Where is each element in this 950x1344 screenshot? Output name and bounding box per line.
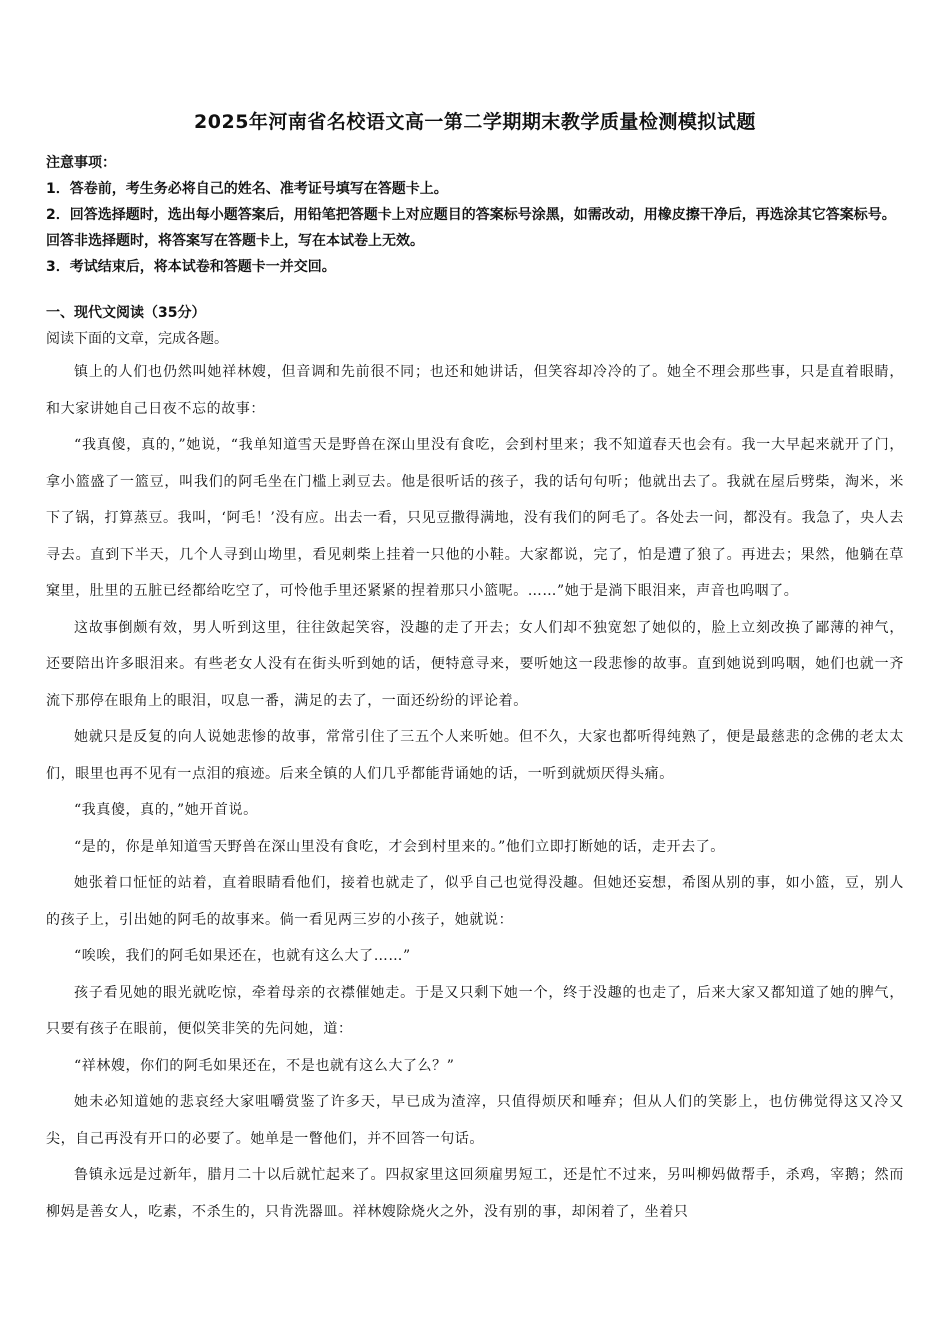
passage-paragraph: 镇上的人们也仍然叫她祥林嫂，但音调和先前很不同；也还和她讲话，但笑容却冷冷的了。她全不理会那些事，只是直着眼睛，和大家讲她自己日夜不忘的故事：	[46, 364, 904, 417]
notice-item-3: 3．考试结束后，将本试卷和答题卡一并交回。	[46, 259, 336, 275]
passage-paragraph: 她未必知道她的悲哀经大家咀嚼赏鉴了许多天，早已成为渣滓，只值得烦厌和唾弃；但从人们的笑影上，也仿佛觉得这又冷又尖，自己再没有开口的必要了。她单是一瞥他们，并不回答一句话。	[46, 1094, 904, 1147]
passage-paragraph: “祥林嫂，你们的阿毛如果还在，不是也就有这么大了么？”	[74, 1057, 455, 1074]
reading-passage	[46, 354, 904, 1230]
passage-paragraph: “我真傻，真的，”她开首说。	[74, 802, 258, 818]
notice-block	[46, 150, 904, 280]
notice-heading: 注意事项：	[46, 155, 116, 171]
passage-paragraph: “我真傻，真的，”她说，“我单知道雪天是野兽在深山里没有食吃，会到村里来；我不知道春天也会有。我一大早起来就开了门，拿小篮盛了一篮豆，叫我们的阿毛坐在门槛上剥豆去。他是很听话的孩子，我的话句句听；他就出去了。我就在屋后劈柴，淘米，米下了锅，打算蒸豆。我叫，‘阿毛！’没有应。出去一看，只见豆撒得满地，没有我们的阿毛了。各处去一问，都没有。我急了，央人去寻去。直到下半天，几个人寻到山坳里，看见刺柴上挂着一只他的小鞋。大家都说，完了，怕是遭了狼了。再进去；果然，他躺在草窠里，肚里的五脏已经都给吃空了，可怜他手里还紧紧的捏着那只小篮呢。……”她于是淌下眼泪来，声音也呜咽了。	[46, 437, 904, 599]
passage-paragraph: 她张着口怔怔的站着，直着眼睛看他们，接着也就走了，似乎自己也觉得没趣。但她还妄想，希图从别的事，如小篮，豆，别人的孩子上，引出她的阿毛的故事来。倘一看见两三岁的小孩子，她就说：	[46, 875, 904, 928]
passage-paragraph: 孩子看见她的眼光就吃惊，牵着母亲的衣襟催她走。于是又只剩下她一个，终于没趣的也走了，后来大家又都知道了她的脾气，只要有孩子在眼前，便似笑非笑的先问她，道：	[46, 984, 904, 1037]
passage-paragraph: “唉唉，我们的阿毛如果还在，也就有这么大了……”	[74, 948, 411, 964]
passage-paragraph: “是的，你是单知道雪天野兽在深山里没有食吃，才会到村里来的。”他们立即打断她的话，走开去了。	[74, 838, 725, 855]
passage-paragraph: 她就只是反复的向人说她悲惨的故事，常常引住了三五个人来听她。但不久，大家也都听得纯熟了，便是最慈悲的念佛的老太太们，眼里也再不见有一点泪的痕迹。后来全镇的人们几乎都能背诵她的话，一听到就烦厌得头痛。	[46, 729, 904, 782]
notice-item-2: 2．回答选择题时，选出每小题答案后，用铅笔把答题卡上对应题目的答案标号涂黑，如需改动，用橡皮擦干净后，再选涂其它答案标号。回答非选择题时，将答案写在答题卡上，写在本试卷上无效。	[46, 207, 896, 249]
exam-title: 2025年河南省名校语文高一第二学期期末教学质量检测模拟试题	[194, 111, 756, 133]
passage-paragraph: 鲁镇永远是过新年，腊月二十以后就忙起来了。四叔家里这回须雇男短工，还是忙不过来，另叫柳妈做帮手，杀鸡，宰鹅；然而柳妈是善女人，吃素，不杀生的，只肯洗器皿。祥林嫂除烧火之外，没有别的事，却闲着了，坐着只	[46, 1167, 904, 1220]
section-instruction: 阅读下面的文章，完成各题。	[46, 331, 228, 347]
notice-item-1: 1．答卷前，考生务必将自己的姓名、准考证号填写在答题卡上。	[46, 181, 448, 197]
passage-paragraph: 这故事倒颇有效，男人听到这里，往往敛起笑容，没趣的走了开去；女人们却不独宽恕了她似的，脸上立刻改换了鄙薄的神气，还要陪出许多眼泪来。有些老女人没有在街头听到她的话，便特意寻来，要听她这一段悲惨的故事。直到她说到呜咽，她们也就一齐流下那停在眼角上的眼泪，叹息一番，满足的去了，一面还纷纷的评论着。	[46, 619, 904, 709]
section-heading: 一、现代文阅读（35分）	[46, 305, 206, 321]
